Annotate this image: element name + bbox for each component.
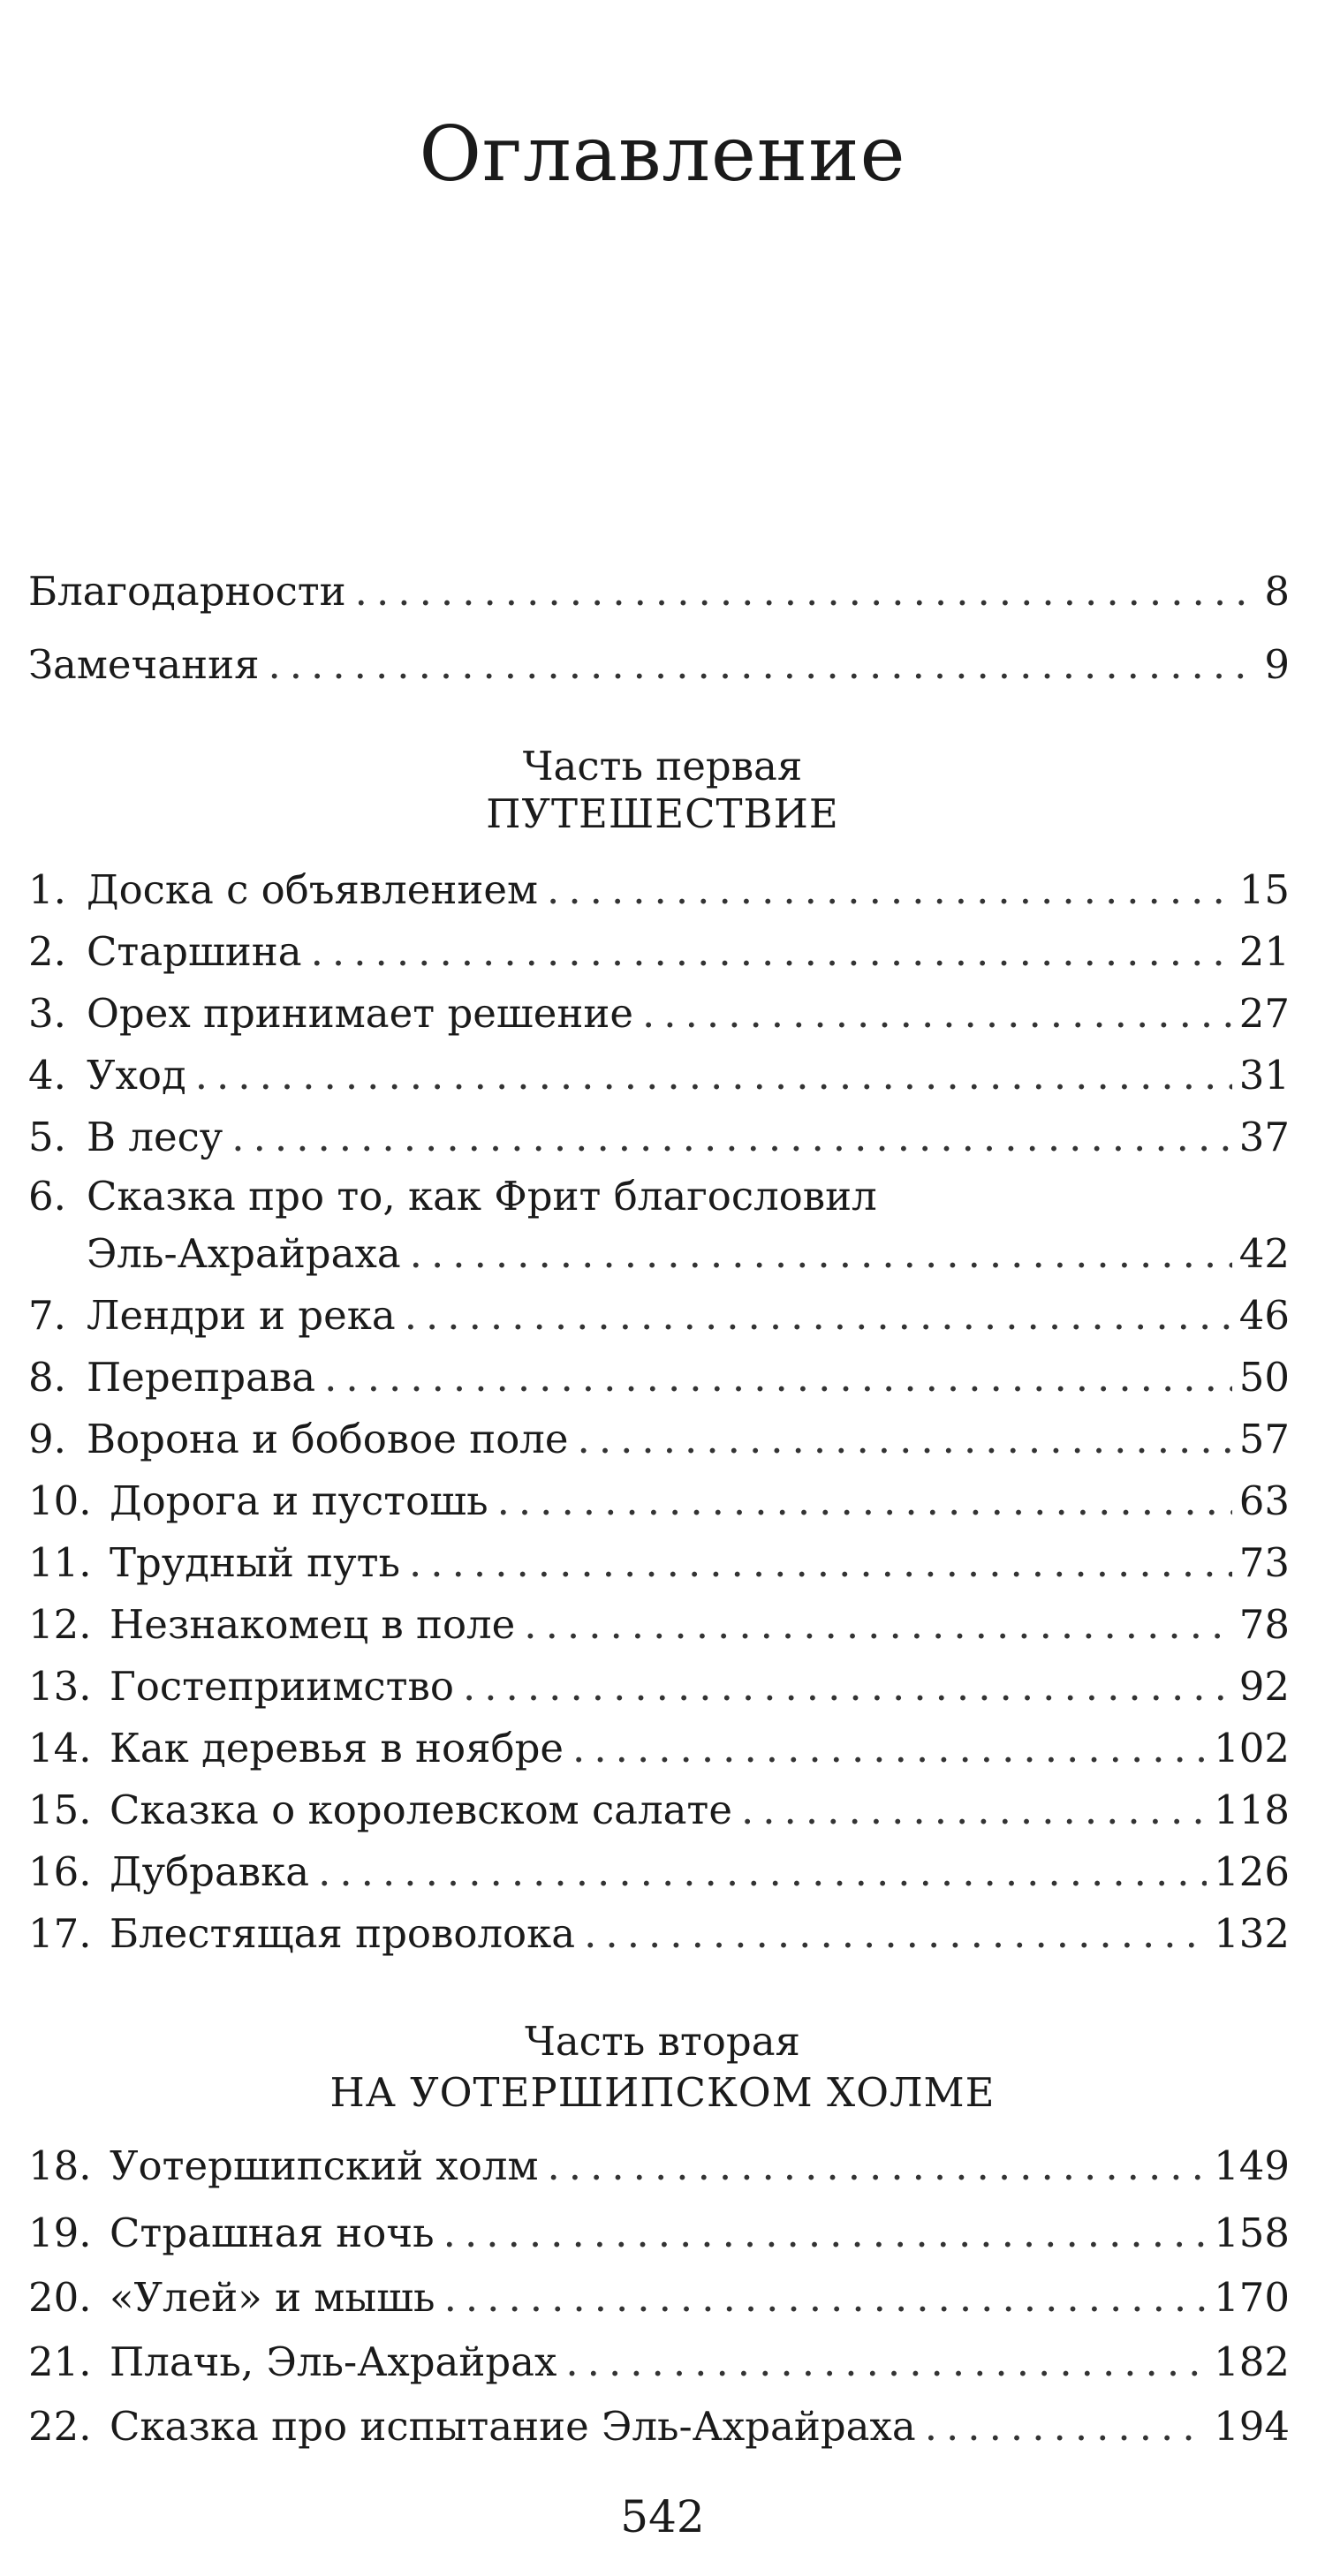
- toc-entry: [28, 1846, 1290, 1899]
- toc-entry: [28, 2271, 1290, 2324]
- toc-entry-number: 14.: [28, 1725, 92, 1771]
- toc-entry-label: Сказка о королевском салате: [110, 1787, 732, 1833]
- toc-entry-page: 9: [1264, 641, 1290, 688]
- toc-entry-label: Доска с объявлением: [87, 866, 539, 913]
- leader-dots: [231, 1111, 1231, 1164]
- toc-entry-page: 194: [1214, 2403, 1290, 2450]
- toc-entry: [28, 1170, 1290, 1223]
- toc-entry: [28, 1413, 1290, 1466]
- toc-entry-number: 22.: [28, 2403, 92, 2450]
- toc-entry-label-continuation: Эль-Ахрайраха: [87, 1230, 401, 1277]
- leader-dots: [642, 987, 1232, 1040]
- leader-dots: [405, 1289, 1232, 1342]
- toc-entry-page: 50: [1238, 1354, 1290, 1401]
- toc-entry-label: Переправа: [87, 1354, 316, 1401]
- leader-dots: [925, 2400, 1207, 2453]
- toc-entry-label: Уотершипский холм: [110, 2142, 539, 2189]
- page-title: Оглавление: [419, 110, 906, 199]
- leader-dots: [497, 1475, 1232, 1528]
- toc-entry-label: Уход: [87, 1052, 186, 1099]
- toc-entry: [28, 1111, 1290, 1164]
- leader-dots: [578, 1413, 1232, 1466]
- leader-dots: [572, 1722, 1207, 1775]
- toc-entry-page: 57: [1238, 1416, 1290, 1462]
- toc-entry-label: «Улей» и мышь: [110, 2274, 435, 2321]
- leader-dots: [409, 1537, 1232, 1590]
- toc-entry-label: Блестящая проволока: [110, 1910, 576, 1957]
- leader-dots: [444, 2271, 1208, 2324]
- leader-dots: [268, 638, 1247, 691]
- toc-entry-number: 8.: [28, 1354, 66, 1401]
- leader-dots: [355, 565, 1247, 618]
- leader-dots: [524, 1598, 1231, 1651]
- toc-entry: [28, 864, 1290, 917]
- toc-entry-label: Орех принимает решение: [87, 990, 633, 1037]
- toc-entry-label: Сказка про испытание Эль-Ахрайраха: [110, 2403, 916, 2450]
- toc-entry-acknowledgements: [28, 565, 1290, 618]
- toc-entry: [28, 1722, 1290, 1775]
- toc-entry-number: 18.: [28, 2142, 92, 2189]
- toc-entry-page: 42: [1238, 1230, 1290, 1277]
- toc-entry-label: Дорога и пустошь: [110, 1477, 488, 1524]
- toc-entry-remarks: [28, 638, 1290, 691]
- leader-dots: [547, 864, 1232, 917]
- toc-entry-page: 132: [1214, 1910, 1290, 1957]
- toc-entry-label: Плачь, Эль-Ахрайрах: [110, 2338, 557, 2385]
- toc-entry: [28, 2336, 1290, 2389]
- toc-entry-number: 6.: [28, 1173, 66, 1220]
- page-number: 542: [620, 2491, 705, 2542]
- toc-entry-label: Страшная ночь: [110, 2210, 435, 2256]
- toc-entry: [28, 2400, 1290, 2453]
- toc-entry-page: 8: [1264, 568, 1290, 615]
- toc-entry-label: Ворона и бобовое поле: [87, 1416, 569, 1462]
- toc-entry-label: Благодарности: [28, 568, 346, 615]
- toc-entry-label: Незнакомец в поле: [110, 1601, 516, 1648]
- toc-entry: [28, 1907, 1290, 1960]
- toc-entry-page: 158: [1214, 2210, 1290, 2256]
- toc-entry-number: 13.: [28, 1663, 92, 1710]
- toc-entry-number: 5.: [28, 1114, 66, 1160]
- toc-entry-continuation: [28, 1228, 1290, 1280]
- toc-entry-label: Трудный путь: [110, 1539, 400, 1586]
- leader-dots: [195, 1049, 1232, 1102]
- leader-dots: [547, 2140, 1207, 2193]
- toc-entry-number: 15.: [28, 1787, 92, 1833]
- toc-entry-label: Сказка про то, как Фрит благословил: [87, 1173, 877, 1220]
- toc-entry-number: 1.: [28, 866, 66, 913]
- leader-dots: [565, 2336, 1207, 2389]
- toc-entry-page: 15: [1238, 866, 1290, 913]
- leader-dots: [463, 1660, 1232, 1713]
- toc-entry-page: 182: [1214, 2338, 1290, 2385]
- toc-entry-number: 17.: [28, 1910, 92, 1957]
- toc-entry: [28, 1784, 1290, 1837]
- toc-entry-number: 9.: [28, 1416, 66, 1462]
- toc-entry-page: 21: [1238, 928, 1290, 975]
- leader-dots: [410, 1228, 1232, 1280]
- toc-entry-page: 126: [1214, 1848, 1290, 1895]
- leader-dots: [443, 2207, 1207, 2260]
- toc-entry-page: 63: [1238, 1477, 1290, 1524]
- toc-entry: [28, 1598, 1290, 1651]
- toc-entry-page: 31: [1238, 1052, 1290, 1099]
- toc-entry-number: 10.: [28, 1477, 92, 1524]
- toc-entry-label: Замечания: [28, 641, 260, 688]
- toc-entry-number: 20.: [28, 2274, 92, 2321]
- toc-entry-number: 3.: [28, 990, 66, 1037]
- toc-entry-label: Лендри и река: [87, 1292, 396, 1339]
- toc-entry: [28, 2207, 1290, 2260]
- toc-entry-number: 21.: [28, 2338, 92, 2385]
- part-name: ПУТЕШЕСТВИЕ: [486, 790, 839, 837]
- toc-entry-number: 7.: [28, 1292, 66, 1339]
- toc-entry-page: 46: [1238, 1292, 1290, 1339]
- toc-entry: [28, 2140, 1290, 2193]
- leader-dots: [318, 1846, 1207, 1899]
- toc-entry-label: Старшина: [87, 928, 302, 975]
- part-heading: Часть вторая: [525, 2018, 800, 2065]
- toc-entry-page: 78: [1238, 1601, 1290, 1648]
- leader-dots: [324, 1351, 1232, 1404]
- toc-entry-label: В лесу: [87, 1114, 223, 1160]
- toc-entry-number: 16.: [28, 1848, 92, 1895]
- part-heading: Часть первая: [522, 743, 803, 789]
- toc-entry: [28, 1351, 1290, 1404]
- toc-entry-number: 19.: [28, 2210, 92, 2256]
- toc-entry-page: 37: [1238, 1114, 1290, 1160]
- part-name: НА УОТЕРШИПСКОМ ХОЛМЕ: [329, 2069, 996, 2116]
- toc-entry-number: 11.: [28, 1539, 92, 1586]
- toc-entry: [28, 925, 1290, 978]
- toc-entry-page: 102: [1214, 1725, 1290, 1771]
- toc-entry: [28, 987, 1290, 1040]
- toc-entry-page: 170: [1214, 2274, 1290, 2321]
- toc-entry: [28, 1660, 1290, 1713]
- toc-entry-number: 4.: [28, 1052, 66, 1099]
- toc-entry-label: Дубравка: [110, 1848, 310, 1895]
- toc-entry-number: 2.: [28, 928, 66, 975]
- toc-entry: [28, 1537, 1290, 1590]
- leader-dots: [741, 1784, 1207, 1837]
- toc-entry-label: Как деревья в ноябре: [110, 1725, 564, 1771]
- toc-entry-number: 12.: [28, 1601, 92, 1648]
- toc-entry: [28, 1289, 1290, 1342]
- toc-entry-page: 92: [1238, 1663, 1290, 1710]
- toc-entry-page: 149: [1214, 2142, 1290, 2189]
- toc-entry-page: 118: [1214, 1787, 1290, 1833]
- leader-dots: [584, 1907, 1207, 1960]
- toc-entry: [28, 1475, 1290, 1528]
- toc-entry-page: 73: [1238, 1539, 1290, 1586]
- toc-entry-page: 27: [1238, 990, 1290, 1037]
- toc-entry: [28, 1049, 1290, 1102]
- toc-entry-label: Гостеприимство: [110, 1663, 454, 1710]
- leader-dots: [311, 925, 1232, 978]
